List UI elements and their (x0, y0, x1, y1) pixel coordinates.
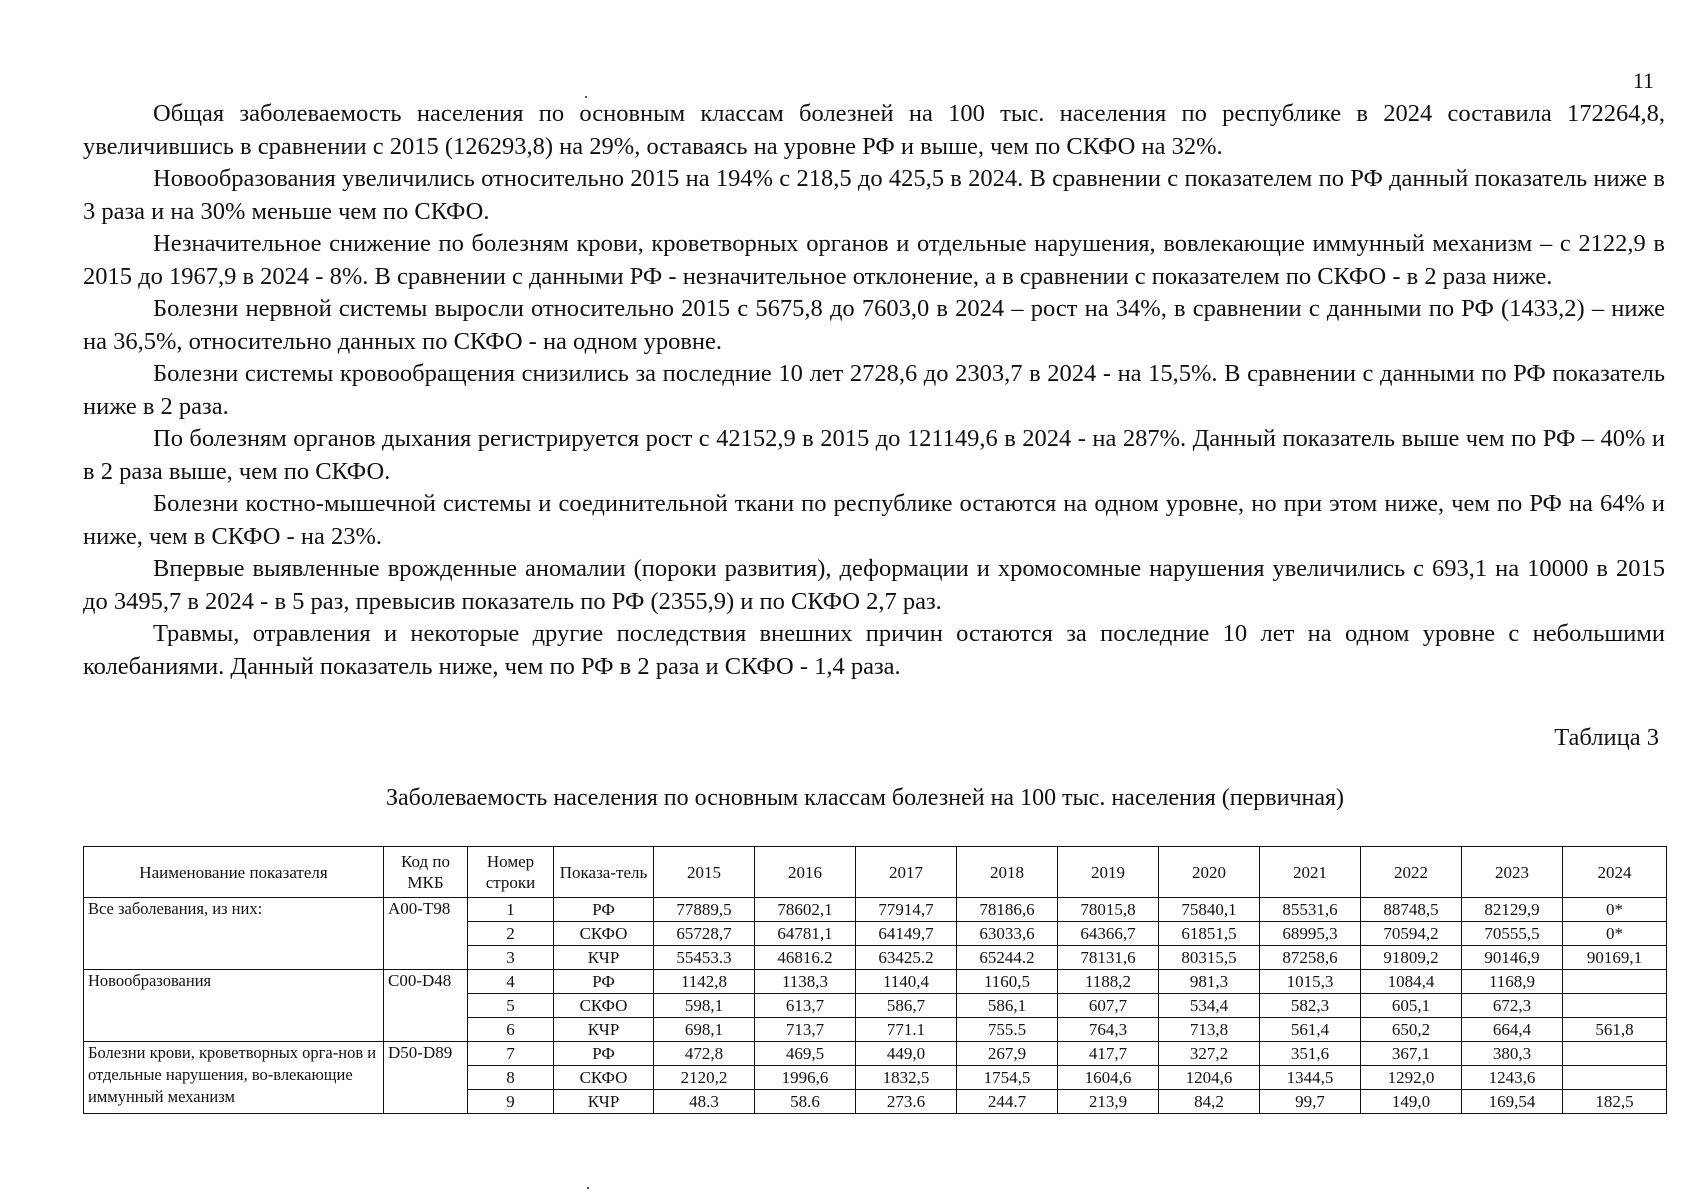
header-year: 2018 (957, 847, 1058, 898)
table-header-row (84, 847, 1667, 898)
value-cell (1563, 1066, 1667, 1090)
header-year: 2022 (1361, 847, 1462, 898)
value-cell: 90146,9 (1462, 946, 1563, 970)
value-cell: 78186,6 (957, 898, 1058, 922)
table-row (84, 1042, 1667, 1066)
group-name-cell: Все заболевания, из них: (84, 898, 384, 970)
value-cell: 68995,3 (1260, 922, 1361, 946)
value-cell: 64366,7 (1058, 922, 1159, 946)
paragraph: Болезни системы кровообращения снизились за последние 10 лет 2728,6 до 2303,7 в 2024 - на 15,5%. В сравнении с данными по РФ показатель ниже в 2 раза. (83, 360, 1665, 420)
value-cell: 273.6 (856, 1090, 957, 1114)
indicator-cell: КЧР (554, 1090, 654, 1114)
value-cell: 1754,5 (957, 1066, 1058, 1090)
value-cell: 1243,6 (1462, 1066, 1563, 1090)
value-cell: 1204,6 (1159, 1066, 1260, 1090)
value-cell: 78602,1 (755, 898, 856, 922)
row-number-cell: 9 (468, 1090, 554, 1114)
group-name-cell: Болезни крови, кроветворных орга-нов и отдельные нарушения, во-влекающие иммунный механизм (84, 1042, 384, 1114)
value-cell: 613,7 (755, 994, 856, 1018)
value-cell: 764,3 (1058, 1018, 1159, 1042)
indicator-cell: СКФО (554, 994, 654, 1018)
scan-speck (587, 1187, 589, 1189)
row-number-cell: 6 (468, 1018, 554, 1042)
value-cell: 582,3 (1260, 994, 1361, 1018)
value-cell: 61851,5 (1159, 922, 1260, 946)
value-cell: 65728,7 (654, 922, 755, 946)
value-cell: 55453.3 (654, 946, 755, 970)
value-cell: 169,54 (1462, 1090, 1563, 1114)
value-cell: 99,7 (1260, 1090, 1361, 1114)
table-row (84, 898, 1667, 922)
value-cell: 650,2 (1361, 1018, 1462, 1042)
value-cell: 75840,1 (1159, 898, 1260, 922)
value-cell: 213,9 (1058, 1090, 1159, 1114)
value-cell: 1015,3 (1260, 970, 1361, 994)
indicator-cell: РФ (554, 1042, 654, 1066)
value-cell: 981,3 (1159, 970, 1260, 994)
header-year: 2019 (1058, 847, 1159, 898)
icd-code-cell: D50-D89 (384, 1042, 468, 1114)
value-cell: 64781,1 (755, 922, 856, 946)
value-cell: 607,7 (1058, 994, 1159, 1018)
header-year: 2023 (1462, 847, 1563, 898)
value-cell: 91809,2 (1361, 946, 1462, 970)
value-cell: 664,4 (1462, 1018, 1563, 1042)
value-cell: 267,9 (957, 1042, 1058, 1066)
value-cell: 1142,8 (654, 970, 755, 994)
body-text (83, 98, 1665, 683)
row-number-cell: 5 (468, 994, 554, 1018)
header-year: 2024 (1563, 847, 1667, 898)
value-cell: 605,1 (1361, 994, 1462, 1018)
value-cell (1563, 1042, 1667, 1066)
row-number-cell: 7 (468, 1042, 554, 1066)
header-year: 2015 (654, 847, 755, 898)
value-cell: 77914,7 (856, 898, 957, 922)
header-year: 2021 (1260, 847, 1361, 898)
header-year: 2016 (755, 847, 856, 898)
value-cell: 182,5 (1563, 1090, 1667, 1114)
value-cell: 88748,5 (1361, 898, 1462, 922)
header-name: Наименование показателя (84, 847, 384, 898)
value-cell: 63033,6 (957, 922, 1058, 946)
value-cell: 380,3 (1462, 1042, 1563, 1066)
value-cell: 87258,6 (1260, 946, 1361, 970)
value-cell: 80315,5 (1159, 946, 1260, 970)
page-number: 11 (1632, 68, 1654, 93)
indicator-cell: КЧР (554, 1018, 654, 1042)
header-indicator: Показа-тель (554, 847, 654, 898)
value-cell: 1168,9 (1462, 970, 1563, 994)
value-cell: 1996,6 (755, 1066, 856, 1090)
value-cell: 586,7 (856, 994, 957, 1018)
value-cell: 82129,9 (1462, 898, 1563, 922)
indicator-cell: КЧР (554, 946, 654, 970)
table-title: Заболеваемость населения по основным классам болезней на 100 тыс. населения (первичная) (385, 785, 1345, 811)
value-cell: 70594,2 (1361, 922, 1462, 946)
value-cell: 672,3 (1462, 994, 1563, 1018)
table-row (84, 970, 1667, 994)
value-cell: 1140,4 (856, 970, 957, 994)
value-cell: 561,8 (1563, 1018, 1667, 1042)
value-cell: 64149,7 (856, 922, 957, 946)
value-cell: 0* (1563, 898, 1667, 922)
value-cell: 63425.2 (856, 946, 957, 970)
value-cell: 78015,8 (1058, 898, 1159, 922)
row-number-cell: 8 (468, 1066, 554, 1090)
indicator-cell: РФ (554, 898, 654, 922)
value-cell: 77889,5 (654, 898, 755, 922)
paragraph: Травмы, отравления и некоторые другие последствия внешних причин остаются за последние 10 лет на одном уровне с небольшими колебаниями. Данный показатель ниже, чем по РФ в 2 раза и СКФО - 1,4 раза. (83, 620, 1665, 680)
value-cell: 1084,4 (1361, 970, 1462, 994)
value-cell: 48.3 (654, 1090, 755, 1114)
value-cell: 417,7 (1058, 1042, 1159, 1066)
value-cell: 78131,6 (1058, 946, 1159, 970)
value-cell: 244.7 (957, 1090, 1058, 1114)
value-cell: 46816.2 (755, 946, 856, 970)
value-cell: 1832,5 (856, 1066, 957, 1090)
value-cell: 1604,6 (1058, 1066, 1159, 1090)
value-cell: 70555,5 (1462, 922, 1563, 946)
header-year: 2020 (1159, 847, 1260, 898)
paragraph: Новообразования увеличились относительно 2015 на 194% с 218,5 до 425,5 в 2024. В сравнении с показателем по РФ данный показатель ниже в 3 раза и на 30% меньше чем по СКФО. (83, 165, 1665, 225)
value-cell: 771.1 (856, 1018, 957, 1042)
value-cell: 755.5 (957, 1018, 1058, 1042)
paragraph: По болезням органов дыхания регистрируется рост с 42152,9 в 2015 до 121149,6 в 2024 - на 287%. Данный показатель выше чем по РФ – 40% и в 2 раза выше, чем по СКФО. (83, 425, 1665, 485)
value-cell: 351,6 (1260, 1042, 1361, 1066)
value-cell (1563, 970, 1667, 994)
row-number-cell: 3 (468, 946, 554, 970)
value-cell: 713,7 (755, 1018, 856, 1042)
indicator-cell: СКФО (554, 1066, 654, 1090)
value-cell: 327,2 (1159, 1042, 1260, 1066)
table-label: Таблица 3 (1554, 724, 1659, 751)
value-cell: 2120,2 (654, 1066, 755, 1090)
value-cell: 58.6 (755, 1090, 856, 1114)
header-row-number: Номер строки (468, 847, 554, 898)
value-cell: 469,5 (755, 1042, 856, 1066)
indicator-cell: СКФО (554, 922, 654, 946)
value-cell: 84,2 (1159, 1090, 1260, 1114)
group-name-cell: Новообразования (84, 970, 384, 1042)
value-cell: 598,1 (654, 994, 755, 1018)
header-year: 2017 (856, 847, 957, 898)
value-cell: 561,4 (1260, 1018, 1361, 1042)
value-cell (1563, 994, 1667, 1018)
value-cell: 367,1 (1361, 1042, 1462, 1066)
paragraph: Болезни нервной системы выросли относительно 2015 с 5675,8 до 7603,0 в 2024 – рост на 34%, в сравнении с данными по РФ (1433,2) – ниже на 36,5%, относительно данных по СКФО - на одном уровне. (83, 295, 1665, 355)
value-cell: 472,8 (654, 1042, 755, 1066)
icd-code-cell: С00-D48 (384, 970, 468, 1042)
value-cell: 65244.2 (957, 946, 1058, 970)
row-number-cell: 1 (468, 898, 554, 922)
paragraph: Впервые выявленные врожденные аномалии (пороки развития), деформации и хромосомные нарушения увеличились с 693,1 на 10000 в 2015 до 3495,7 в 2024 - в 5 раз, превысив показатель по РФ (2355,9) и по СКФО 2,7 раз. (83, 555, 1665, 615)
value-cell: 0* (1563, 922, 1667, 946)
value-cell: 698,1 (654, 1018, 755, 1042)
value-cell: 449,0 (856, 1042, 957, 1066)
value-cell: 85531,6 (1260, 898, 1361, 922)
paragraph: Общая заболеваемость населения по основным классам болезней на 100 тыс. населения по республике в 2024 составила 172264,8, увеличившись в сравнении с 2015 (126293,8) на 29%, оставаясь на уровне РФ и выше, чем по СКФО на 32%. (83, 100, 1665, 160)
value-cell: 1188,2 (1058, 970, 1159, 994)
value-cell: 586,1 (957, 994, 1058, 1018)
table-body (84, 898, 1667, 1114)
value-cell: 1160,5 (957, 970, 1058, 994)
paragraph: Болезни костно-мышечной системы и соединительной ткани по республике остаются на одном уровне, но при этом ниже, чем по РФ на 64% и ниже, чем в СКФО - на 23%. (83, 490, 1665, 550)
value-cell: 149,0 (1361, 1090, 1462, 1114)
scan-speck (585, 96, 587, 98)
value-cell: 1138,3 (755, 970, 856, 994)
header-code: Код по МКБ (384, 847, 468, 898)
value-cell: 713,8 (1159, 1018, 1260, 1042)
value-cell: 1344,5 (1260, 1066, 1361, 1090)
indicator-cell: РФ (554, 970, 654, 994)
value-cell: 534,4 (1159, 994, 1260, 1018)
value-cell: 1292,0 (1361, 1066, 1462, 1090)
value-cell: 90169,1 (1563, 946, 1667, 970)
icd-code-cell: А00-Т98 (384, 898, 468, 970)
morbidity-table (83, 846, 1667, 1114)
row-number-cell: 2 (468, 922, 554, 946)
row-number-cell: 4 (468, 970, 554, 994)
paragraph: Незначительное снижение по болезням крови, кроветворных органов и отдельные нарушения, вовлекающие иммунный механизм – с 2122,9 в 2015 до 1967,9 в 2024 - 8%. В сравнении с данными РФ - незначительное отклонение, а в сравнении с показателем по СКФО - в 2 раза ниже. (83, 230, 1665, 290)
